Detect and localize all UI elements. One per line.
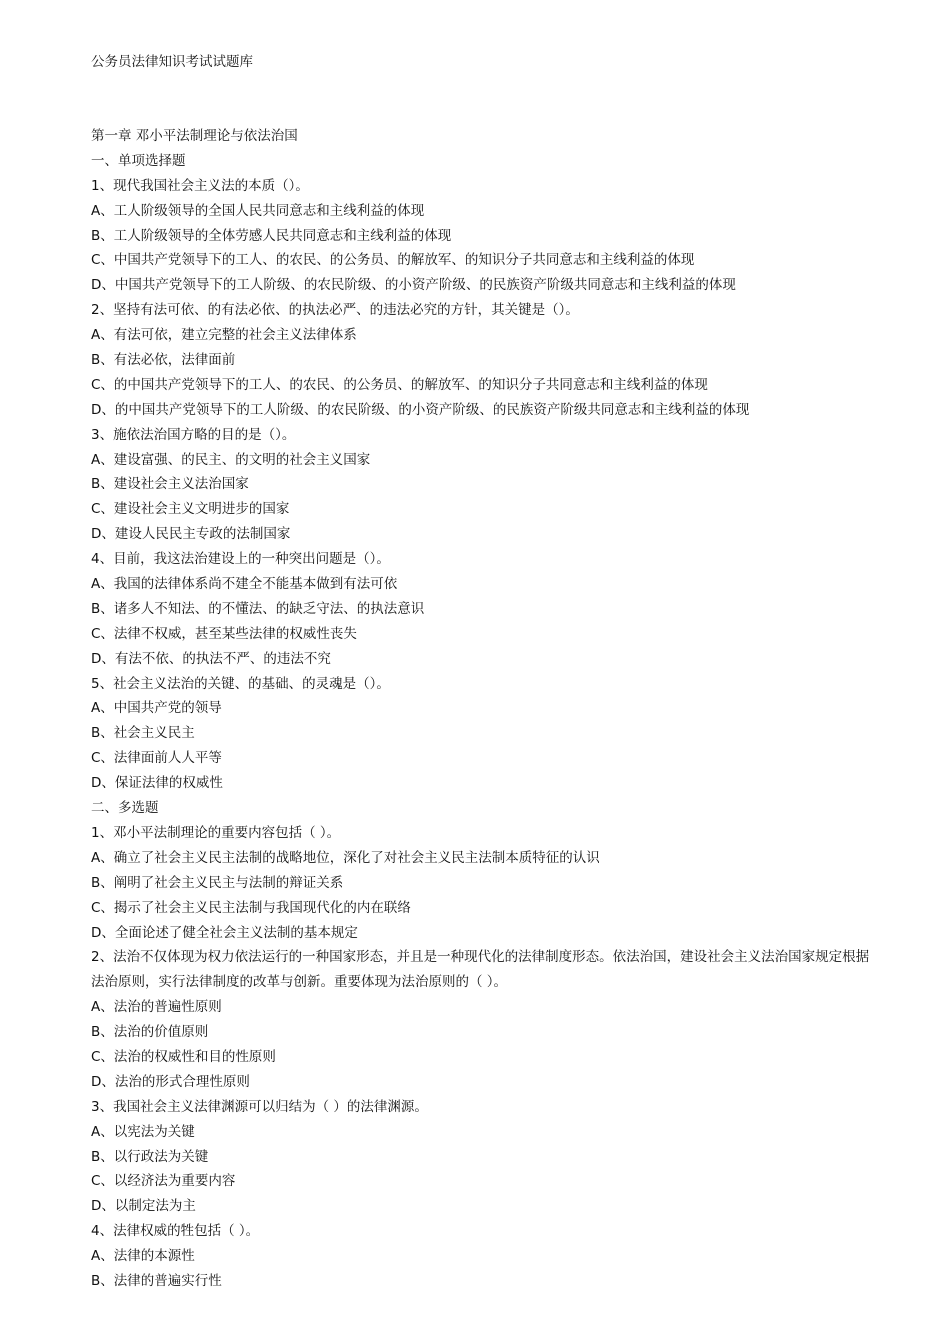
option-d: D、保证法律的权威性: [91, 775, 223, 792]
question-block: [91, 547, 871, 671]
option-a: A、法治的普遍性原则: [91, 999, 222, 1016]
option-c: C、法律不权威，甚至某些法律的权威性丧失: [91, 625, 357, 642]
question-block: [91, 1219, 871, 1294]
option-c: C、揭示了社会主义民主法制与我国现代化的内在联络: [91, 899, 411, 916]
question-text: 5、社会主义法治的关键、的基础、的灵魂是（）。: [91, 675, 390, 692]
option-c: C、建设社会主义文明进步的国家: [91, 501, 290, 518]
question-text: 1、邓小平法制理论的重要内容包括（ ）。: [91, 824, 341, 841]
option-d: D、以制定法为主: [91, 1198, 196, 1215]
question-block: [91, 174, 871, 298]
option-c: C、以经济法为重要内容: [91, 1173, 236, 1190]
option-b: B、工人阶级领导的全体劳感人民共同意志和主线利益的体现: [91, 227, 452, 244]
document-body: [91, 124, 871, 1294]
document-title: 公务员法律知识考试试题库: [91, 54, 253, 70]
option-d: D、建设人民民主专政的法制国家: [91, 526, 291, 543]
option-a: A、有法可依，建立完整的社会主义法律体系: [91, 327, 357, 344]
option-d: D、的中国共产党领导下的工人阶级、的农民阶级、的小资产阶级、的民族资产阶级共同意志和主线利益的体现: [91, 401, 750, 418]
option-a: A、以宪法为关键: [91, 1123, 195, 1140]
section-heading-single-choice: 一、单项选择题: [91, 152, 186, 169]
option-b: B、法治的价值原则: [91, 1024, 209, 1041]
option-b: B、阐明了社会主义民主与法制的辩证关系: [91, 874, 344, 891]
option-c: C、中国共产党领导下的工人、的农民、的公务员、的解放军、的知识分子共同意志和主线利益的体现: [91, 252, 695, 269]
option-d: D、全面论述了健全社会主义法制的基本规定: [91, 924, 358, 941]
question-block: [91, 423, 871, 547]
option-a: A、法律的本源性: [91, 1248, 195, 1265]
question-text: 2、坚持有法可依、的有法必依、的执法必严、的违法必究的方针，其关键是（）。: [91, 302, 579, 319]
option-a: A、工人阶级领导的全国人民共同意志和主线利益的体现: [91, 202, 425, 219]
option-b: B、社会主义民主: [91, 725, 195, 742]
question-text: 3、我国社会主义法律渊源可以归结为（ ）的法律渊源。: [91, 1098, 428, 1115]
question-block: [91, 672, 871, 796]
option-a: A、我国的法律体系尚不建全不能基本做到有法可依: [91, 576, 398, 593]
question-block: [91, 945, 871, 1094]
option-a: A、确立了社会主义民主法制的战略地位，深化了对社会主义民主法制本质特征的认识: [91, 849, 600, 866]
option-c: C、法律面前人人平等: [91, 750, 222, 767]
chapter-heading: 第一章 邓小平法制理论与依法治国: [91, 128, 298, 144]
option-a: A、建设富强、的民主、的文明的社会主义国家: [91, 451, 371, 468]
option-c: C、法治的权威性和目的性原则: [91, 1048, 276, 1065]
option-a: A、中国共产党的领导: [91, 700, 222, 717]
question-text: 1、现代我国社会主义法的本质（）。: [91, 177, 309, 194]
question-block: [91, 1095, 871, 1219]
option-b: B、建设社会主义法治国家: [91, 476, 249, 493]
option-b: B、有法必依，法律面前: [91, 352, 236, 369]
question-block: [91, 821, 871, 945]
option-b: B、诸多人不知法、的不懂法、的缺乏守法、的执法意识: [91, 600, 425, 617]
question-block: [91, 298, 871, 422]
section-heading-multi-choice: 二、多选题: [91, 800, 159, 817]
option-d: D、中国共产党领导下的工人阶级、的农民阶级、的小资产阶级、的民族资产阶级共同意志和主线利益的体现: [91, 277, 736, 294]
question-text: 4、法律权威的牲包括（ ）。: [91, 1223, 260, 1240]
option-b: B、法律的普遍实行性: [91, 1273, 222, 1289]
option-b: B、以行政法为关键: [91, 1148, 209, 1165]
option-d: D、法治的形式合理性原则: [91, 1073, 250, 1090]
option-c: C、的中国共产党领导下的工人、的农民、的公务员、的解放军、的知识分子共同意志和主线利益的体现: [91, 376, 708, 393]
option-d: D、有法不依、的执法不严、的违法不究: [91, 650, 331, 667]
question-text: 4、目前，我这法治建设上的一种突出问题是（）。: [91, 551, 390, 568]
question-text: 3、施依法治国方略的目的是（）。: [91, 426, 296, 443]
question-text: 2、法治不仅体现为权力依法运行的一种国家形态，并且是一种现代化的法律制度形态。依法治国，建设社会主义法治国家规定根据法治原则，实行法律制度的改革与创新。重要体现为法治原则的（ ）。: [91, 949, 870, 991]
